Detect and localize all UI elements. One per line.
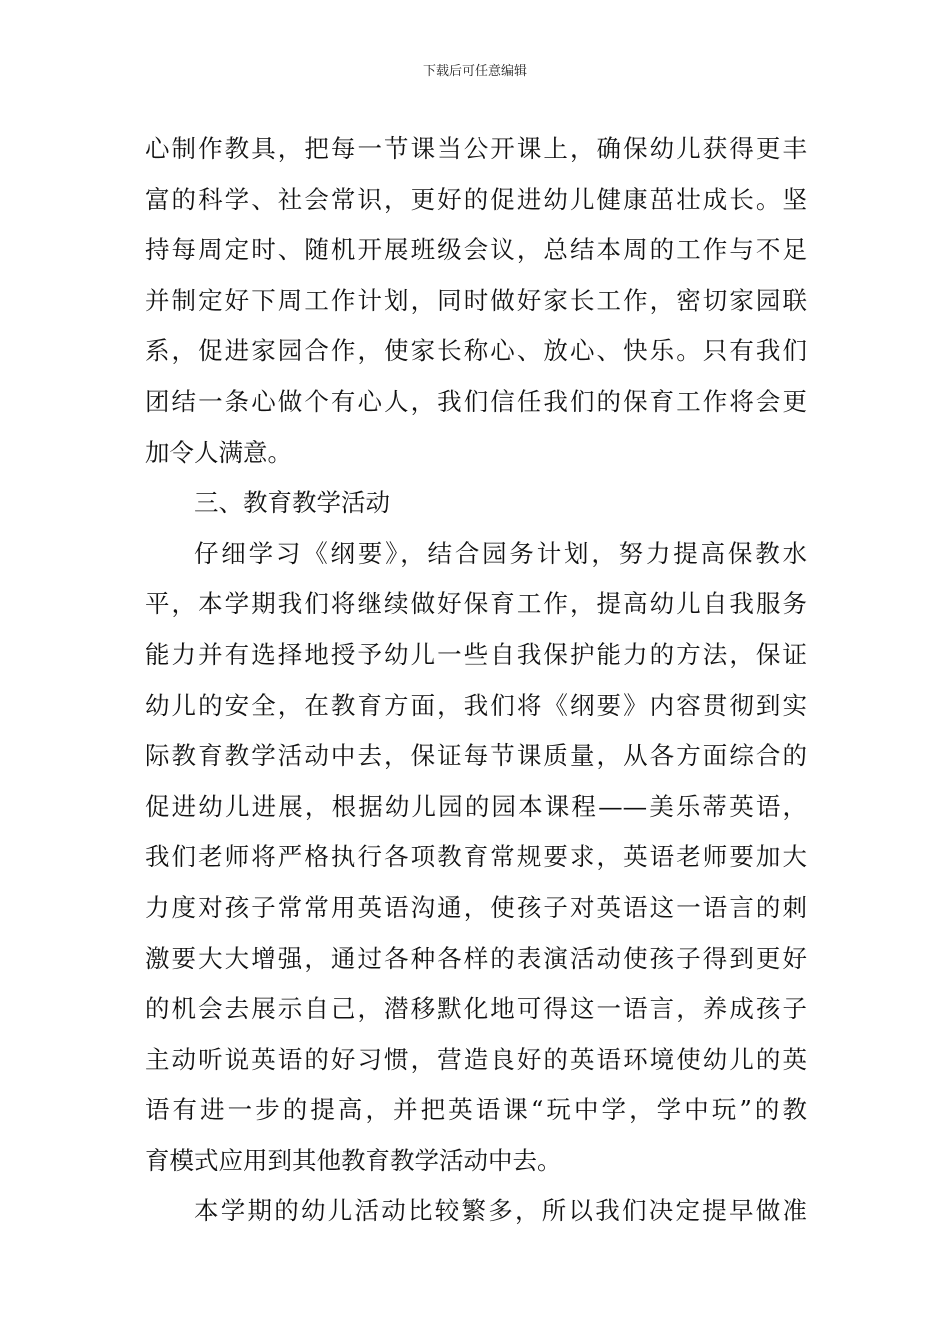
page-header: 下载后可任意编辑 — [422, 64, 527, 79]
text-line: 加令人满意。 — [145, 437, 292, 467]
text-line: 平，本学期我们将继续做好保育工作，提高幼儿自我服务 — [145, 589, 807, 619]
text-line: 能力并有选择地授予幼儿一些自我保护能力的方法，保证 — [145, 639, 807, 669]
text-line: 团结一条心做个有心人，我们信任我们的保育工作将会更 — [145, 386, 807, 416]
text-line: 语有进一步的提高，并把英语课“玩中学，学中玩”的教 — [145, 1095, 807, 1125]
document-body — [145, 124, 807, 1237]
text-line: 我们老师将严格执行各项教育常规要求，英语老师要加大 — [145, 842, 807, 872]
text-line: 激要大大增强，通过各种各样的表演活动使孩子得到更好 — [145, 943, 807, 973]
text-line: 系，促进家园合作，使家长称心、放心、快乐。只有我们 — [145, 336, 807, 366]
text-line: 仔细学习《纲要》，结合园务计划，努力提高保教水 — [194, 538, 807, 568]
section-heading: 三、教育教学活动 — [194, 488, 390, 518]
text-line: 幼儿的安全，在教育方面，我们将《纲要》内容贯彻到实 — [145, 690, 807, 720]
text-line: 主动听说英语的好习惯，营造良好的英语环境使幼儿的英 — [145, 1044, 807, 1074]
text-line: 的机会去展示自己，潜移默化地可得这一语言，养成孩子 — [145, 994, 807, 1024]
text-line: 富的科学、社会常识，更好的促进幼儿健康茁壮成长。坚 — [145, 184, 807, 214]
text-line: 际教育教学活动中去，保证每节课质量，从各方面综合的 — [145, 741, 807, 771]
text-line: 力度对孩子常常用英语沟通，使孩子对英语这一语言的刺 — [145, 892, 807, 922]
text-line: 本学期的幼儿活动比较繁多，所以我们决定提早做准 — [194, 1196, 807, 1226]
text-line: 育模式应用到其他教育教学活动中去。 — [145, 1145, 562, 1175]
text-line: 促进幼儿进展，根据幼儿园的园本课程——美乐蒂英语， — [145, 791, 807, 821]
text-line: 并制定好下周工作计划，同时做好家长工作，密切家园联 — [145, 285, 807, 315]
text-line: 心制作教具，把每一节课当公开课上，确保幼儿获得更丰 — [145, 134, 807, 163]
text-line: 持每周定时、随机开展班级会议，总结本周的工作与不足 — [145, 235, 807, 265]
